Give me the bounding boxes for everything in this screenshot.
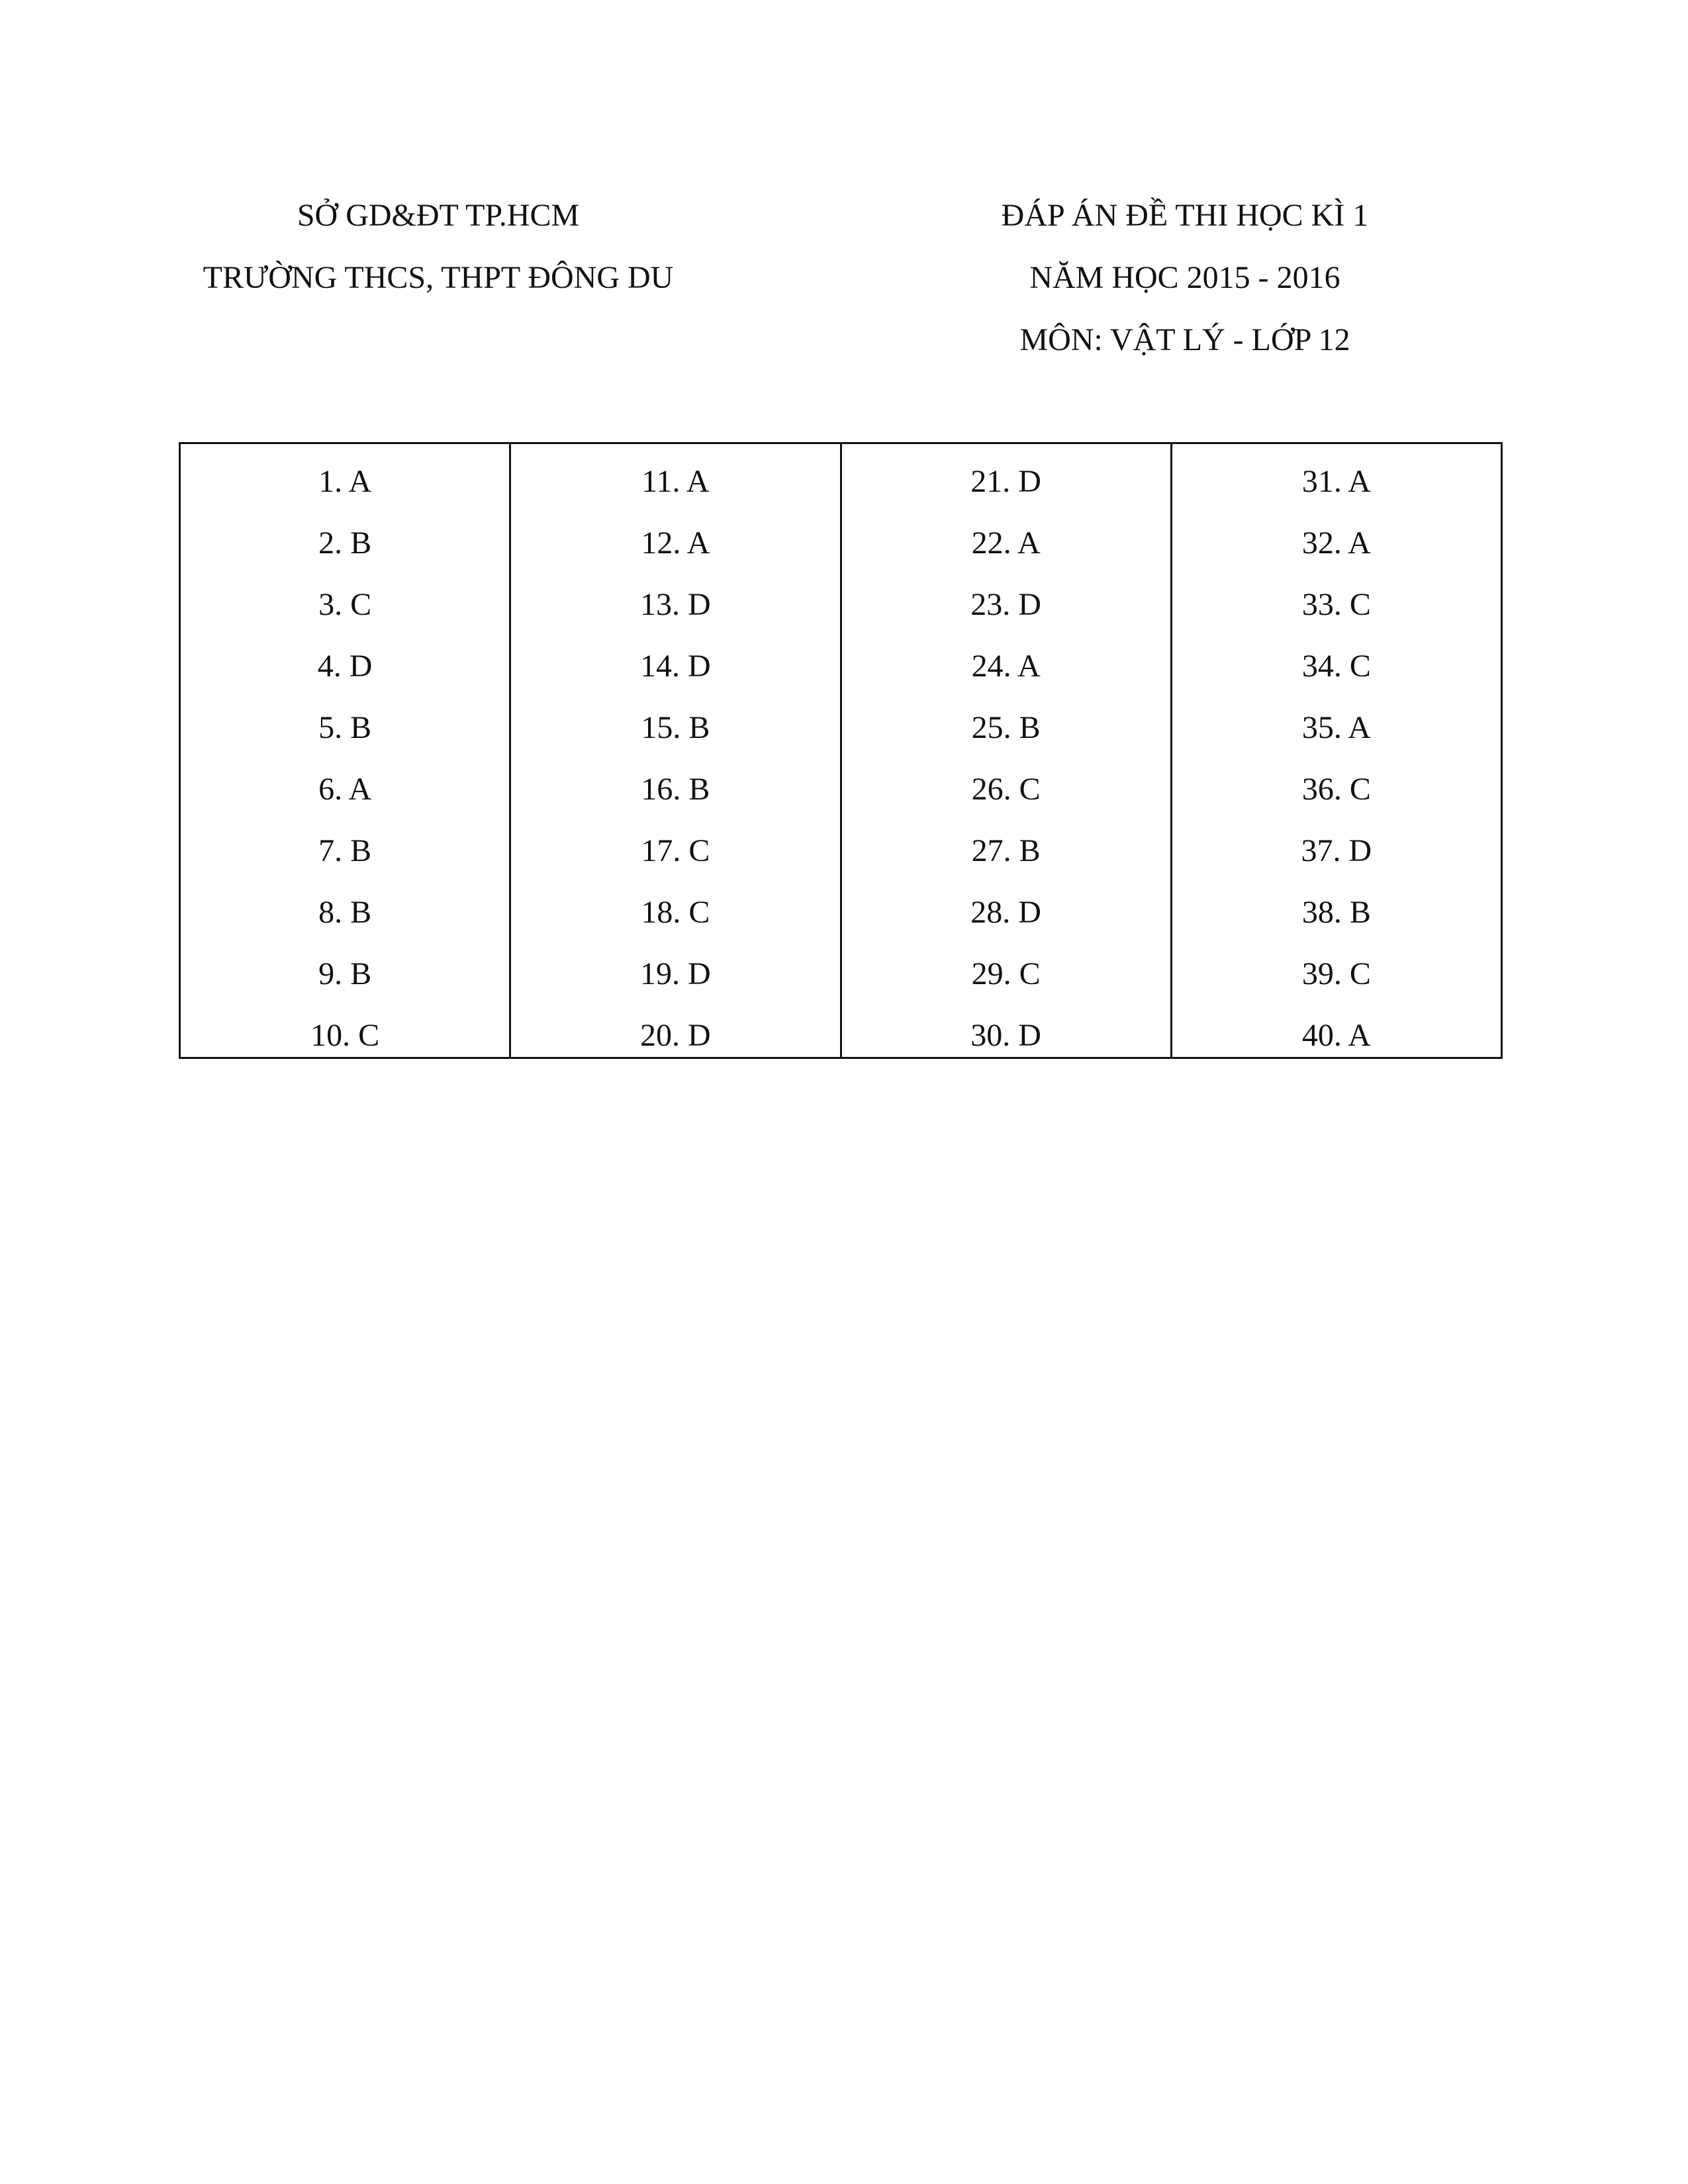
answer-cell: 27. B <box>971 833 1041 868</box>
answer-cell: 32. A <box>1301 525 1371 561</box>
answer-cell: 39. C <box>1301 956 1371 991</box>
answer-cell: 34. C <box>1301 649 1371 684</box>
answer-column <box>842 444 1172 1057</box>
answer-cell: 16. B <box>641 772 710 807</box>
document-title: ĐÁP ÁN ĐỀ THI HỌC KÌ 1 <box>1001 198 1369 233</box>
answer-cell: 7. B <box>318 833 372 868</box>
answer-cell: 11. A <box>641 464 710 499</box>
answer-cell: 6. A <box>318 772 372 807</box>
answer-cell: 10. C <box>310 1018 380 1053</box>
answer-cell: 33. C <box>1301 587 1371 622</box>
answer-cell: 3. C <box>318 587 372 622</box>
answer-cell: 40. A <box>1301 1018 1371 1053</box>
answer-cell: 4. D <box>317 649 373 684</box>
answer-column <box>1172 444 1501 1057</box>
answer-cell: 15. B <box>641 710 710 745</box>
answer-cell: 29. C <box>971 956 1041 991</box>
answer-cell: 28. D <box>970 895 1041 930</box>
answer-cell: 37. D <box>1301 833 1372 868</box>
answer-cell: 23. D <box>970 587 1041 622</box>
answer-cell: 8. B <box>318 895 372 930</box>
answer-cell: 19. D <box>640 956 711 991</box>
answer-cell: 5. B <box>318 710 372 745</box>
answer-cell: 20. D <box>640 1018 711 1053</box>
department-name: SỞ GD&ĐT TP.HCM <box>297 198 580 233</box>
answer-cell: 14. D <box>640 649 711 684</box>
answer-cell: 38. B <box>1301 895 1371 930</box>
answer-cell: 2. B <box>318 525 372 561</box>
answer-cell: 31. A <box>1301 464 1371 499</box>
school-year: NĂM HỌC 2015 - 2016 <box>1029 260 1340 295</box>
answer-cell: 12. A <box>641 525 710 561</box>
answer-cell: 24. A <box>971 649 1041 684</box>
answer-key-table <box>179 442 1503 1059</box>
answer-cell: 9. B <box>318 956 372 991</box>
answer-column <box>511 444 841 1057</box>
school-name: TRƯỜNG THCS, THPT ĐÔNG DU <box>203 260 674 295</box>
answer-cell: 26. C <box>971 772 1041 807</box>
answer-cell: 36. C <box>1301 772 1371 807</box>
answer-cell: 18. C <box>641 895 710 930</box>
answer-cell: 30. D <box>970 1018 1041 1053</box>
answer-cell: 35. A <box>1301 710 1371 745</box>
answer-column <box>181 444 511 1057</box>
answer-cell: 13. D <box>640 587 711 622</box>
answer-cell: 25. B <box>971 710 1041 745</box>
answer-cell: 17. C <box>641 833 710 868</box>
answer-cell: 22. A <box>971 525 1041 561</box>
answer-cell: 21. D <box>970 464 1041 499</box>
answer-cell: 1. A <box>318 464 372 499</box>
subject-line: MÔN: VẬT LÝ - LỚP 12 <box>1019 322 1350 357</box>
